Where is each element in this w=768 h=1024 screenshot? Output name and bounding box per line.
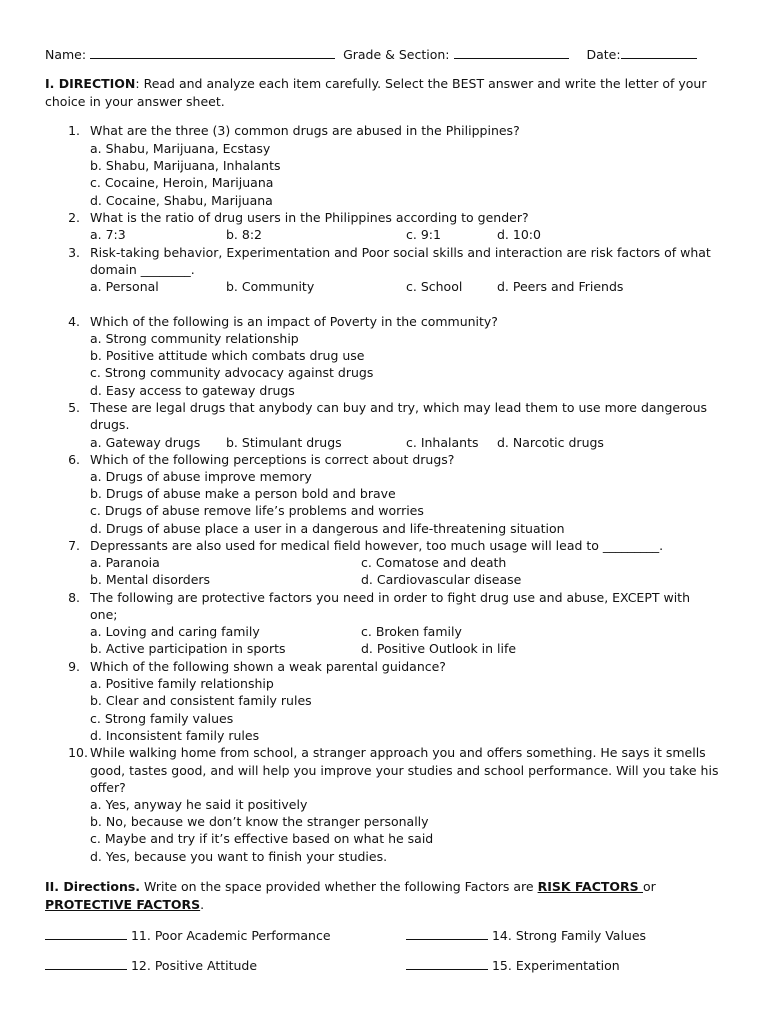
part2-direction — [45, 878, 656, 895]
q1-option-b: b. Shabu, Marijuana, Inhalants — [90, 158, 281, 173]
part2-or: or — [643, 879, 656, 894]
q1-text: What are the three (3) common drugs are abused in the Philippines? — [90, 123, 520, 138]
q10-text-line2: good, tastes good, and will help you improve your studies and school performance. Will you take his — [90, 763, 719, 778]
date-blank[interactable] — [621, 45, 697, 59]
q2-option-a: a. 7:3 — [90, 227, 126, 242]
item-12 — [45, 956, 257, 974]
name-label: Name: — [45, 47, 87, 62]
q7-option-d: d. Cardiovascular disease — [361, 572, 522, 587]
q10-option-a: a. Yes, anyway he said it positively — [90, 797, 308, 812]
q2-option-c: c. 9:1 — [406, 227, 441, 242]
q3-option-d: d. Peers and Friends — [497, 279, 624, 294]
part1-direction — [45, 75, 706, 92]
q3-option-b: b. Community — [226, 279, 315, 294]
q7-option-a: a. Paranoia — [90, 555, 160, 570]
item-15-blank[interactable] — [406, 956, 488, 970]
q3-text: Risk-taking behavior, Experimentation and Poor social skills and interaction are risk factors of what — [90, 245, 711, 260]
part2-label: II. Directions. — [45, 879, 141, 894]
q10-number: 10. — [68, 745, 88, 760]
item-11 — [45, 926, 331, 944]
q9-number: 9. — [68, 659, 80, 674]
q8-text-line2: one; — [90, 607, 118, 622]
protective-factors-label: PROTECTIVE FACTORS — [45, 897, 201, 912]
q5-text: These are legal drugs that anybody can buy and try, which may lead them to use more dangerous — [90, 400, 708, 415]
risk-factors-label: RISK FACTORS — [537, 879, 643, 894]
q4-option-b: b. Positive attitude which combats drug use — [90, 348, 365, 363]
q9-option-c: c. Strong family values — [90, 711, 234, 726]
item-14-label: 14. Strong Family Values — [491, 928, 647, 943]
q2-number: 2. — [68, 210, 80, 225]
q10-option-d: d. Yes, because you want to finish your studies. — [90, 849, 388, 864]
date-label: Date: — [586, 47, 621, 62]
item-14-blank[interactable] — [406, 926, 488, 940]
q6-option-d: d. Drugs of abuse place a user in a dangerous and life-threatening situation — [90, 521, 565, 536]
q5-option-d: d. Narcotic drugs — [497, 435, 604, 450]
grade-blank[interactable] — [454, 45, 569, 59]
q4-option-d: d. Easy access to gateway drugs — [90, 383, 295, 398]
q10-option-c: c. Maybe and try if it’s effective based on what he said — [90, 831, 434, 846]
q1-option-c: c. Cocaine, Heroin, Marijuana — [90, 175, 274, 190]
q5-option-a: a. Gateway drugs — [90, 435, 201, 450]
item-11-blank[interactable] — [45, 926, 127, 940]
q1-option-d: d. Cocaine, Shabu, Marijuana — [90, 193, 273, 208]
q2-text: What is the ratio of drug users in the Philippines according to gender? — [90, 210, 529, 225]
grade-label: Grade & Section: — [343, 47, 450, 62]
q6-number: 6. — [68, 452, 80, 467]
part2-direction-line2 — [45, 896, 204, 913]
name-blank[interactable] — [90, 45, 335, 59]
q4-number: 4. — [68, 314, 80, 329]
q6-option-b: b. Drugs of abuse make a person bold and brave — [90, 486, 396, 501]
part2-text: Write on the space provided whether the following Factors are — [140, 879, 538, 894]
part1-label: I. DIRECTION — [45, 76, 136, 91]
item-15-label: 15. Experimentation — [491, 958, 620, 973]
q8-text: The following are protective factors you need in order to fight drug use and abuse, EXCEPT with — [90, 590, 690, 605]
q4-option-a: a. Strong community relationship — [90, 331, 299, 346]
q2-option-b: b. 8:2 — [226, 227, 262, 242]
q8-option-b: b. Active participation in sports — [90, 641, 286, 656]
q3-option-c: c. School — [406, 279, 463, 294]
q6-option-c: c. Drugs of abuse remove life’s problems and worries — [90, 503, 424, 518]
part1-text: : Read and analyze each item carefully. Select the BEST answer and write the letter of your — [135, 76, 707, 91]
q6-text: Which of the following perceptions is correct about drugs? — [90, 452, 455, 467]
part2-period: . — [200, 897, 205, 912]
q9-option-b: b. Clear and consistent family rules — [90, 693, 312, 708]
q10-text-line3: offer? — [90, 780, 126, 795]
item-12-label: 12. Positive Attitude — [130, 958, 258, 973]
q5-option-b: b. Stimulant drugs — [226, 435, 342, 450]
q10-text: While walking home from school, a stranger approach you and offers something. He says it smells — [90, 745, 706, 760]
q9-option-a: a. Positive family relationship — [90, 676, 274, 691]
q4-option-c: c. Strong community advocacy against drugs — [90, 365, 374, 380]
q6-option-a: a. Drugs of abuse improve memory — [90, 469, 312, 484]
part1-direction-line2: choice in your answer sheet. — [45, 94, 225, 109]
q7-text: Depressants are also used for medical field however, too much usage will lead to _________. — [90, 538, 664, 553]
q4-text: Which of the following is an impact of Poverty in the community? — [90, 314, 498, 329]
q8-option-d: d. Positive Outlook in life — [361, 641, 517, 656]
q3-option-a: a. Personal — [90, 279, 159, 294]
q7-option-b: b. Mental disorders — [90, 572, 211, 587]
q1-option-a: a. Shabu, Marijuana, Ecstasy — [90, 141, 271, 156]
q7-number: 7. — [68, 538, 80, 553]
item-15 — [406, 956, 620, 974]
q5-number: 5. — [68, 400, 80, 415]
q5-text-line2: drugs. — [90, 417, 130, 432]
q8-option-c: c. Broken family — [361, 624, 462, 639]
q2-option-d: d. 10:0 — [497, 227, 541, 242]
item-12-blank[interactable] — [45, 956, 127, 970]
header-row — [45, 45, 697, 63]
q1-number: 1. — [68, 123, 80, 138]
q9-text: Which of the following shown a weak parental guidance? — [90, 659, 446, 674]
q3-text-line2: domain ________. — [90, 262, 195, 277]
q3-number: 3. — [68, 245, 80, 260]
item-11-label: 11. Poor Academic Performance — [130, 928, 331, 943]
q8-number: 8. — [68, 590, 80, 605]
q7-option-c: c. Comatose and death — [361, 555, 507, 570]
item-14 — [406, 926, 646, 944]
q10-option-b: b. No, because we don’t know the stranger personally — [90, 814, 429, 829]
q8-option-a: a. Loving and caring family — [90, 624, 260, 639]
q9-option-d: d. Inconsistent family rules — [90, 728, 260, 743]
q5-option-c: c. Inhalants — [406, 435, 479, 450]
